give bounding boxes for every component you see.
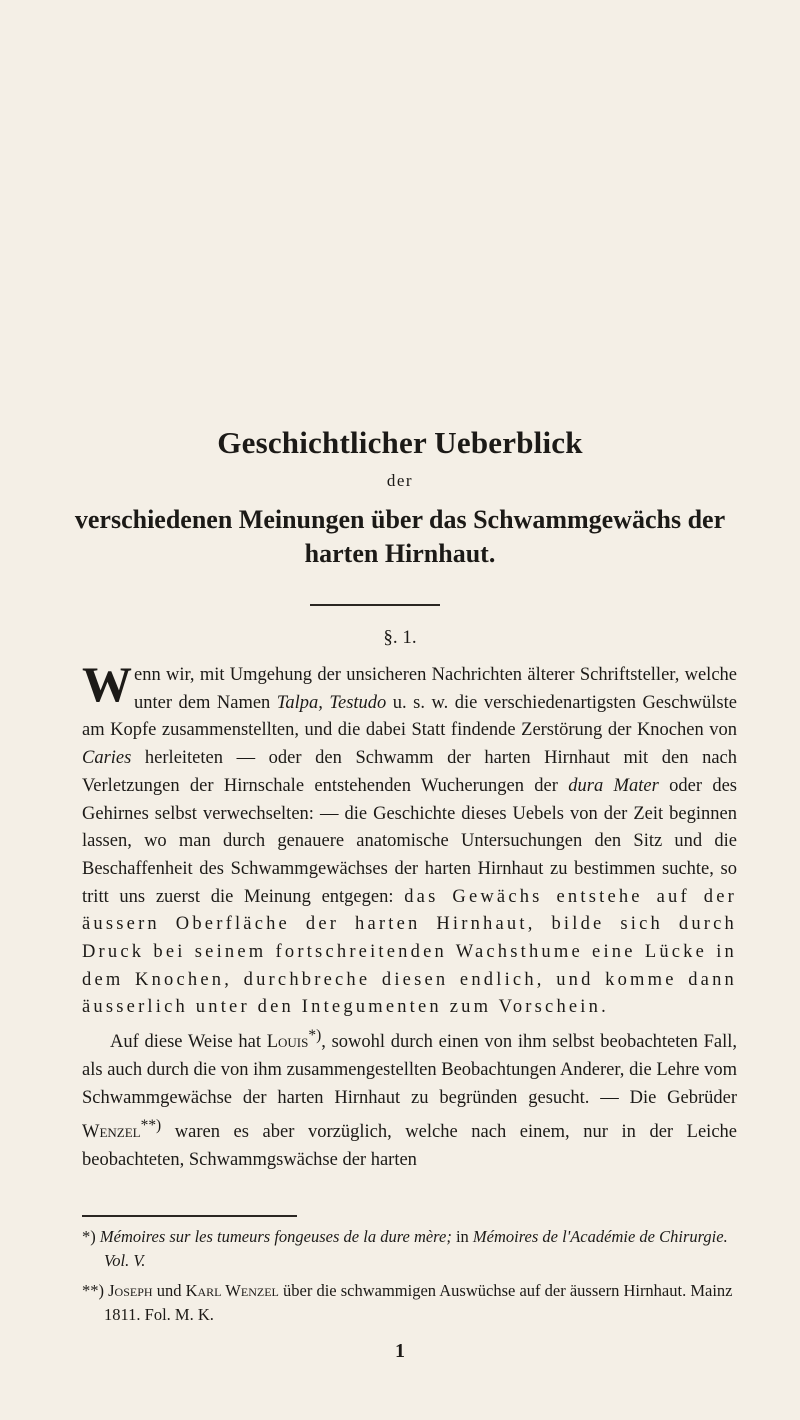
- chapter-title: Geschichtlicher Ueberblick: [217, 425, 583, 460]
- footnote-ref-1: *): [308, 1027, 322, 1045]
- title-connector: der: [386, 471, 414, 490]
- name-louis: Louis: [266, 1032, 309, 1053]
- italic-term-talpa: Talpa, Testudo: [276, 692, 387, 713]
- paragraph-1: Wenn wir, mit Umgehung der unsicheren Nachrichten älterer Schriftsteller, welche unter dem Namen Talpa, Testudo u. s. w. die verschiedenartigsten Geschwülste am Kopfe zusammenstellten, und die dabei Statt findende Zerstörung der Knochen von Caries herleiteten — oder den Schwamm der harten Hirnhaut mit den nach Verletzungen der Hirnschale entstehenden Wucherungen der dura Mater oder des Gehirnes selbst verwechselten: — die Geschichte dieses Uebels von der Zeit beginnen lassen, wo man durch genauere anatomische Untersuchungen den Sitz und die Beschaffenheit des Schwammgewächses der harten Hirnhaut zu bestimmen suchte, so tritt uns zuerst die Meinung entgegen: das Gewächs entstehe auf der äussern Oberfläche der harten Hirnhaut, bilde sich durch Druck bei seinem fortschreitenden Wachsthume eine Lücke in dem Knochen, durchbreche diesen endlich, und komme dann äusserlich unter den Integumenten zum Vorschein.: [82, 656, 737, 1018]
- chapter-subtitle: [60, 503, 740, 571]
- footnote-rule: [82, 1215, 297, 1217]
- footnotes: [82, 1225, 737, 1333]
- footnote-2: **) Joseph und Karl Wenzel über die schwammigen Auswüchse auf der äussern Hirnhaut. Mainz 1811. Fol. M. K.: [82, 1281, 733, 1324]
- footnote-1: *) Mémoires sur les tumeurs fongeuses de la dure mère; in Mémoires de l'Académie de Chirurgie. Vol. V.: [82, 1227, 728, 1270]
- title-rule: [310, 604, 440, 606]
- paragraph-2: Auf diese Weise hat Louis*), sowohl durch einen von ihm selbst beobachteten Fall, als auch durch die von ihm zusammengestellten Beobachtungen Anderer, die Lehre vom Schwammgewächse der harten Hirnhaut zu begründen gesucht. — Die Gebrüder Wenzel**) waren es aber vorzüglich, welche nach einem, nur in der Leiche beobachteten, Schwammgswächse der harten: [82, 1027, 738, 1171]
- name-wenzel: Wenzel: [82, 1122, 141, 1143]
- subtitle-line-2: harten Hirnhaut.: [304, 539, 496, 568]
- subtitle-line-1: verschiedenen Meinungen über das Schwammgewächs der: [74, 505, 726, 534]
- italic-term-dura-mater: dura Mater: [568, 775, 659, 796]
- section-number: §. 1.: [383, 627, 417, 648]
- page-number: 1: [395, 1340, 405, 1362]
- spaced-emphasis: das Gewächs entstehe auf der äussern Oberfläche der harten Hirnhaut, bilde sich durch Druck bei seinem fortschreitenden Wachsthume eine Lücke in dem Knochen, durchbreche diesen endlich, und komme dann äusserlich unter den Integumenten zum Vorschein.: [82, 886, 737, 1018]
- body-text: [82, 656, 738, 1175]
- drop-cap: W: [82, 656, 132, 712]
- footnote-ref-2: **): [140, 1117, 162, 1135]
- italic-term-caries: Caries: [82, 748, 132, 769]
